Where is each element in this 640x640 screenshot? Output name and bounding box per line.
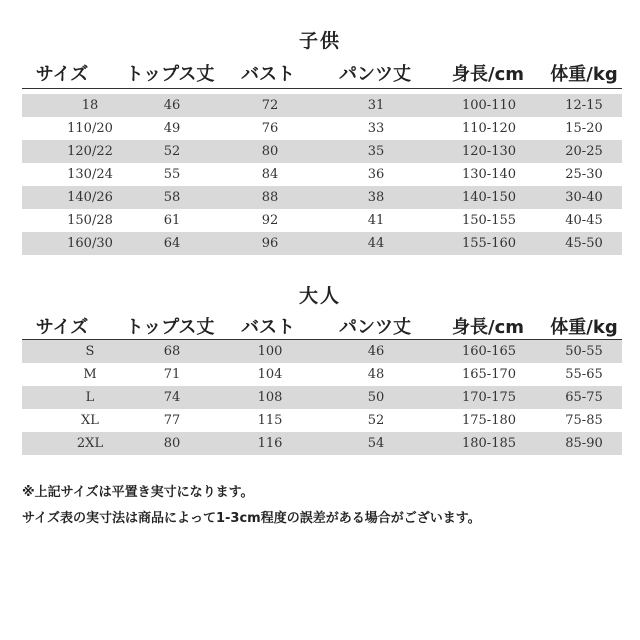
cell-size: 2XL (76, 436, 104, 451)
table-row (22, 340, 622, 363)
cell-top-length: 74 (163, 390, 181, 405)
table-row (22, 163, 622, 186)
adults-header-pants-length: パンツ丈 (339, 317, 411, 338)
kids-header-rule (22, 88, 622, 89)
cell-bust: 100 (257, 344, 283, 359)
kids-header-top-length: トップス丈 (125, 64, 215, 85)
cell-weight: 25-30 (565, 167, 603, 182)
cell-height: 140-150 (461, 190, 517, 205)
kids-header-row (0, 60, 640, 86)
cell-pants-length: 48 (367, 367, 385, 382)
cell-pants-length: 36 (367, 167, 385, 182)
cell-pants-length: 50 (367, 390, 385, 405)
cell-size: XL (81, 413, 99, 428)
table-row (22, 117, 622, 140)
cell-top-length: 64 (163, 236, 181, 251)
cell-pants-length: 41 (367, 213, 385, 228)
cell-height: 160-165 (461, 344, 517, 359)
table-row (22, 432, 622, 455)
table-row (22, 409, 622, 432)
cell-size: 130/24 (67, 167, 113, 182)
note-measurement-tolerance: サイズ表の実寸法は商品によって1-3cm程度の誤差がある場合がございます。 (22, 511, 481, 526)
adults-header-row (0, 313, 640, 339)
cell-height: 110-120 (461, 121, 517, 136)
cell-weight: 75-85 (565, 413, 603, 428)
adults-header-top-length: トップス丈 (125, 317, 215, 338)
adults-header-size: サイズ (35, 317, 89, 338)
cell-size: M (83, 367, 97, 382)
cell-weight: 55-65 (565, 367, 603, 382)
cell-weight: 40-45 (565, 213, 603, 228)
adults-size-table (22, 340, 622, 455)
cell-top-length: 68 (163, 344, 181, 359)
cell-height: 100-110 (461, 98, 517, 113)
table-row (22, 209, 622, 232)
table-row (22, 363, 622, 386)
kids-header-pants-length: パンツ丈 (339, 64, 411, 85)
cell-height: 180-185 (461, 436, 517, 451)
cell-height: 150-155 (461, 213, 517, 228)
cell-size: L (85, 390, 95, 405)
cell-pants-length: 44 (367, 236, 385, 251)
cell-bust: 80 (261, 144, 279, 159)
cell-size: 140/26 (67, 190, 113, 205)
cell-top-length: 77 (163, 413, 181, 428)
kids-header-size: サイズ (35, 64, 89, 85)
cell-weight: 65-75 (565, 390, 603, 405)
cell-size: 120/22 (67, 144, 113, 159)
cell-bust: 115 (257, 413, 283, 428)
adults-header-weight: 体重/kg (550, 317, 618, 338)
cell-size: 18 (81, 98, 99, 113)
note-flat-measurement: ※上記サイズは平置き実寸になります。 (22, 485, 254, 500)
cell-bust: 84 (261, 167, 279, 182)
cell-top-length: 61 (163, 213, 181, 228)
adults-header-height: 身長/cm (452, 317, 524, 338)
cell-height: 155-160 (461, 236, 517, 251)
cell-top-length: 58 (163, 190, 181, 205)
cell-bust: 116 (257, 436, 283, 451)
cell-size: 160/30 (67, 236, 113, 251)
table-row (22, 94, 622, 117)
cell-bust: 96 (261, 236, 279, 251)
cell-weight: 20-25 (565, 144, 603, 159)
cell-bust: 72 (261, 98, 279, 113)
cell-pants-length: 31 (367, 98, 385, 113)
cell-bust: 104 (257, 367, 283, 382)
cell-weight: 45-50 (565, 236, 603, 251)
cell-top-length: 71 (163, 367, 181, 382)
cell-pants-length: 33 (367, 121, 385, 136)
kids-size-table (22, 94, 622, 255)
cell-height: 175-180 (461, 413, 517, 428)
cell-top-length: 80 (163, 436, 181, 451)
table-row (22, 140, 622, 163)
cell-weight: 15-20 (565, 121, 603, 136)
cell-top-length: 52 (163, 144, 181, 159)
cell-size: 110/20 (67, 121, 113, 136)
cell-height: 170-175 (461, 390, 517, 405)
cell-height: 130-140 (461, 167, 517, 182)
cell-size: S (85, 344, 95, 359)
cell-pants-length: 35 (367, 144, 385, 159)
cell-size: 150/28 (67, 213, 113, 228)
cell-bust: 108 (257, 390, 283, 405)
cell-height: 165-170 (461, 367, 517, 382)
table-row (22, 386, 622, 409)
adults-header-bust: バスト (241, 317, 295, 338)
kids-header-weight: 体重/kg (550, 64, 618, 85)
kids-header-bust: バスト (241, 64, 295, 85)
cell-weight: 50-55 (565, 344, 603, 359)
cell-weight: 85-90 (565, 436, 603, 451)
kids-header-height: 身長/cm (452, 64, 524, 85)
cell-bust: 88 (261, 190, 279, 205)
cell-bust: 92 (261, 213, 279, 228)
cell-pants-length: 46 (367, 344, 385, 359)
adults-section-title: 大人 (298, 285, 341, 307)
cell-pants-length: 52 (367, 413, 385, 428)
cell-pants-length: 38 (367, 190, 385, 205)
kids-section-title: 子供 (298, 30, 341, 52)
cell-top-length: 55 (163, 167, 181, 182)
cell-bust: 76 (261, 121, 279, 136)
table-row (22, 232, 622, 255)
cell-top-length: 46 (163, 98, 181, 113)
cell-pants-length: 54 (367, 436, 385, 451)
cell-top-length: 49 (163, 121, 181, 136)
table-row (22, 186, 622, 209)
cell-weight: 12-15 (565, 98, 603, 113)
cell-weight: 30-40 (565, 190, 603, 205)
cell-height: 120-130 (461, 144, 517, 159)
